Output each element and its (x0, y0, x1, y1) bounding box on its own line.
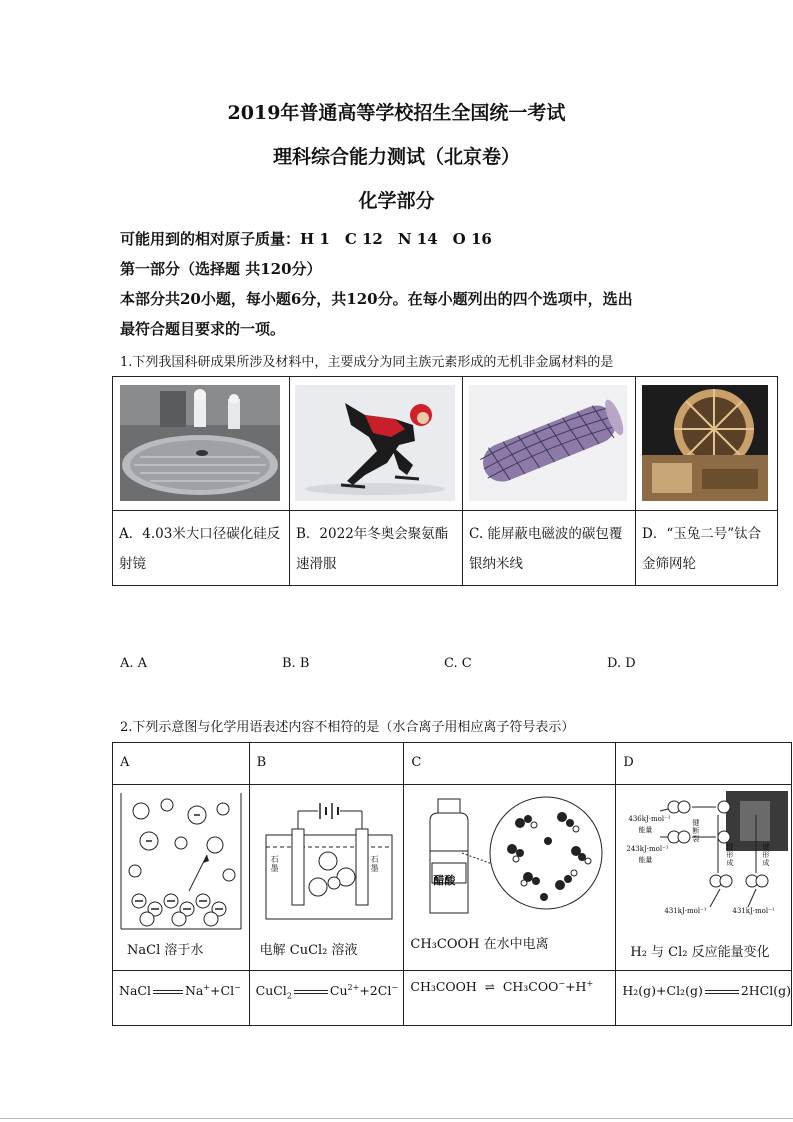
d-bond-form-label-2: 键形成 (762, 843, 770, 867)
b-right-electrode-label: 石墨 (370, 855, 379, 873)
eq-c-h: +H (565, 979, 587, 995)
exam-title: 2019年普通高等学校招生全国统一考试 (227, 102, 566, 124)
d-energy-label-4: 431kJ·mol⁻¹ (732, 907, 775, 915)
q2-caption-d: H₂ 与 Cl₂ 反应能量变化 (630, 945, 770, 960)
q1-option-b[interactable]: B. B (282, 656, 310, 671)
mirror-photo (120, 385, 280, 501)
eq-b-equals (294, 990, 328, 994)
eq-c-right: CH₃COO (502, 979, 559, 995)
q1-image-cell-a (113, 377, 290, 511)
eq-c-reversible-arrow: ⇌ (484, 980, 495, 995)
q1-caption-cell-b (290, 511, 463, 586)
exam-subtitle: 理科综合能力测试（北京卷） (272, 146, 520, 168)
q1-stem: 1.下列我国科研成果所涉及材料中，主要成分为同主族元素形成的无机非金属材料的是 (120, 355, 614, 370)
eq-b-sub: 2 (286, 991, 292, 1001)
equation-d (616, 971, 791, 998)
eq-b-cl: +2Cl (359, 983, 392, 999)
equation-b (250, 971, 404, 1001)
eq-a-left: NaCl (119, 983, 151, 999)
q1-option-c[interactable]: C. C (444, 656, 472, 671)
d-energy-label-1: 436kJ·mol⁻¹ (628, 815, 671, 823)
q2-caption-c: CH₃COOH 在水中电离 (410, 937, 549, 952)
equation-a (113, 971, 249, 998)
d-energy-word-2: 能量 (638, 856, 653, 864)
q2-header-c-text: C (411, 755, 422, 770)
q1-caption-cell-d (636, 511, 778, 586)
acetic-acid-diagram (416, 793, 606, 927)
q2-header-b (249, 743, 404, 785)
q2-header-b-text: B (256, 755, 267, 770)
d-energy-label-2: 243kJ·mol⁻¹ (626, 845, 669, 853)
q1-option-a[interactable]: A. A (120, 656, 148, 671)
eq-b-sup2: − (391, 983, 399, 992)
q1-caption-cell-a (113, 511, 290, 586)
eq-b-sup1: 2+ (347, 983, 360, 992)
eq-a-sup2: − (234, 983, 241, 992)
instruction-line-1: 本部分共20小题，每小题6分，共120分。在每小题列出的四个选项中，选出 (120, 290, 633, 308)
q2-equation-cell-c (404, 971, 616, 1026)
q1-table (112, 376, 778, 586)
eq-c-sup2: + (586, 979, 594, 988)
q1-caption-c: C. 能屏蔽电磁波的碳包覆银纳米线 (469, 526, 623, 572)
q1-image-cell-d (636, 377, 778, 511)
eq-b-cu: Cu (329, 983, 348, 999)
wheel-photo (642, 385, 768, 501)
part-one-line: 第一部分（选择题 共120分） (120, 260, 322, 278)
q2-table (112, 742, 792, 1026)
q1-image-cell-b (290, 377, 463, 511)
q2-equation-cell-b (249, 971, 404, 1026)
eq-a-equals (153, 990, 183, 994)
q1-caption-b: B．2022年冬奥会聚氨酯速滑服 (296, 526, 449, 572)
q2-equation-cell-d (616, 971, 792, 1026)
q1-caption-a: A．4.03米大口径碳化硅反射镜 (119, 526, 281, 572)
instruction-line-2: 最符合题目要求的一项。 (120, 320, 286, 338)
q2-caption-b: 电解 CuCl₂ 溶液 (259, 943, 358, 958)
eq-d-equals (705, 990, 739, 994)
page-bottom-divider (0, 1118, 793, 1119)
q2-diagram-cell-a (113, 785, 250, 971)
q2-header-c (404, 743, 616, 785)
c-bottle-label: 醋酸 (433, 874, 456, 887)
nacl-dissolve-diagram (119, 791, 243, 931)
eq-d-right: 2HCl(g) (740, 983, 791, 998)
eq-c-sup1: − (558, 979, 566, 988)
eq-c-left: CH₃COOH (410, 979, 477, 995)
q2-equation-cell-a (113, 971, 250, 1026)
q1-option-d[interactable]: D. D (607, 656, 636, 671)
eq-b-left: CuCl (255, 983, 287, 999)
section-title: 化学部分 (358, 190, 435, 212)
q2-header-d-text: D (623, 755, 634, 770)
eq-a-right: Na (184, 983, 204, 999)
b-left-electrode-label: 石墨 (270, 855, 279, 873)
d-bond-form-label-1: 键形成 (726, 843, 734, 867)
q2-diagram-cell-d (616, 785, 792, 971)
q2-header-a-text: A (120, 755, 130, 770)
eq-a-sup1: + (203, 983, 211, 992)
d-energy-word-1: 能量 (638, 826, 653, 834)
q2-diagram-cell-b (249, 785, 404, 971)
q1-caption-cell-c (463, 511, 636, 586)
q2-stem: 2.下列示意图与化学用语表述内容不相符的是（水合离子用相应离子符号表示） (120, 720, 575, 735)
atomic-mass-line: 可能用到的相对原子质量：H 1 C 12 N 14 O 16 (120, 230, 492, 248)
q1-image-cell-c (463, 377, 636, 511)
q2-header-d (616, 743, 792, 785)
d-bond-break-label: 键断裂 (692, 819, 700, 843)
eq-a-cl: +Cl (210, 983, 235, 999)
eq-d-left: H₂(g)+Cl₂(g) (622, 983, 703, 998)
q1-caption-d: D．“玉兔二号”钛合金筛网轮 (642, 526, 762, 572)
q2-header-a (113, 743, 250, 785)
skater-photo (295, 385, 455, 501)
q2-caption-a: NaCl 溶于水 (127, 943, 204, 958)
nanowire-photo (469, 385, 627, 501)
q2-diagram-cell-c (404, 785, 616, 971)
d-energy-label-3: 431kJ·mol⁻¹ (664, 907, 707, 915)
equation-c (404, 971, 615, 994)
